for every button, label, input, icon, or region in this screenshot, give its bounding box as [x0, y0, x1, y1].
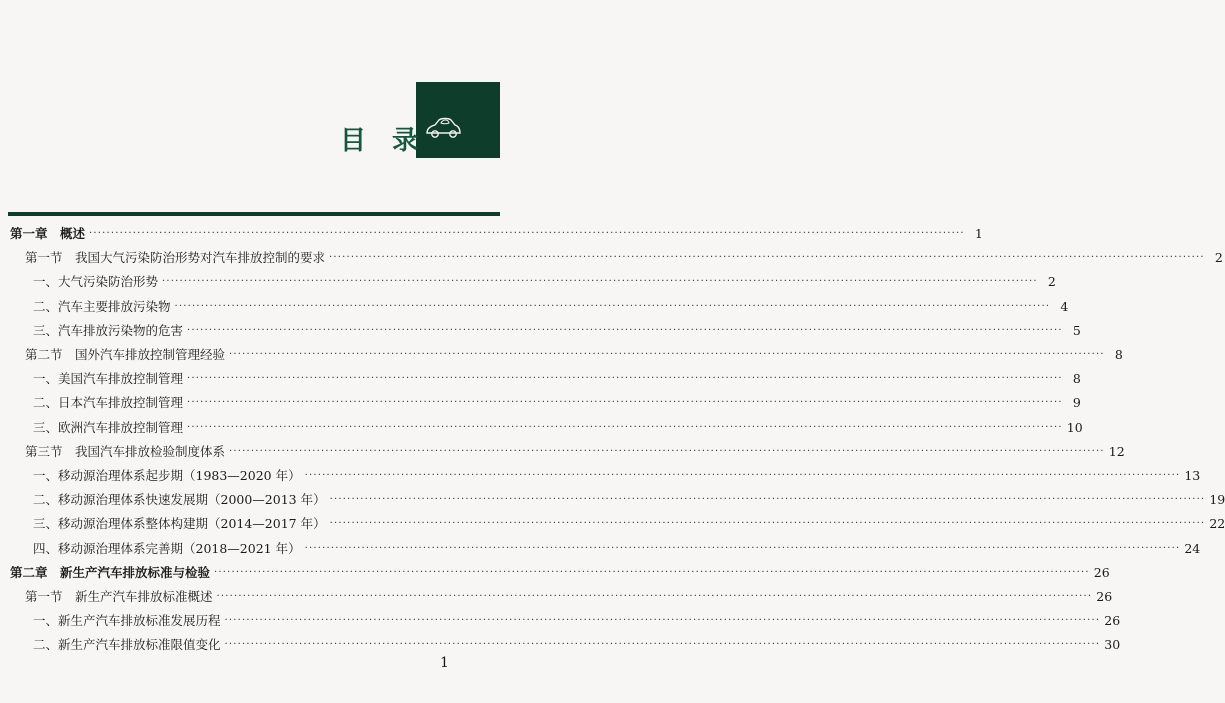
toc-entry-label: 第三节 我国汽车排放检验制度体系 — [25, 443, 226, 459]
page-number: 1 — [440, 655, 449, 671]
toc-entry-page: 10 — [1066, 419, 1083, 435]
toc-entry-page: 2 — [1047, 274, 1056, 290]
toc-entry-page: 30 — [1104, 637, 1121, 653]
toc-entry-page: 22 — [1209, 516, 1225, 532]
toc-entry-page: 24 — [1184, 540, 1201, 556]
toc-entry-page: 19 — [1209, 492, 1225, 508]
dot-leader: ········································································································································································································ — [216, 591, 1093, 602]
toc-entry-label: 三、欧洲汽车排放控制管理 — [33, 419, 184, 435]
toc-entry-label: 第一节 新生产汽车排放标准概述 — [25, 589, 213, 604]
dot-leader: ········································································································································································································ — [329, 518, 1206, 530]
toc-item-row[interactable] — [33, 635, 1121, 655]
toc-entry-label: 二、汽车主要排放污染物 — [33, 298, 171, 314]
dot-leader: ········································································································································································································ — [187, 397, 1063, 409]
title-char-mu: 目 — [340, 125, 367, 156]
dot-leader: ········································································································································································································ — [89, 228, 965, 239]
toc-entry-page: 12 — [1108, 443, 1125, 459]
toc-item-row[interactable] — [33, 393, 1081, 413]
toc-entry-page: 26 — [1104, 613, 1121, 629]
toc-item-row[interactable] — [33, 490, 1225, 510]
toc-entry-page: 26 — [1093, 564, 1110, 580]
toc-section-row[interactable] — [25, 345, 1123, 365]
toc-item-row[interactable] — [33, 514, 1225, 534]
toc-entry-label: 二、新生产汽车排放标准限值变化 — [33, 637, 221, 653]
toc-item-row[interactable] — [33, 272, 1056, 292]
dot-leader: ········································································································································································································ — [187, 324, 1063, 336]
toc-item-row[interactable] — [33, 466, 1201, 486]
dot-leader: ········································································································································································································ — [187, 373, 1063, 385]
toc-entry-page: 4 — [1060, 298, 1069, 314]
toc-entry-label: 二、日本汽车排放控制管理 — [33, 395, 184, 411]
toc-entry-label: 四、移动源治理体系完善期（2018—2021 年） — [33, 540, 301, 556]
toc-entry-label: 一、美国汽车排放控制管理 — [33, 371, 184, 387]
title-char-lu: 录 — [392, 125, 419, 156]
toc-entry-page: 1 — [974, 226, 983, 241]
toc-item-row[interactable] — [33, 539, 1201, 559]
toc-item-row[interactable] — [33, 321, 1081, 341]
toc-item-row[interactable] — [33, 369, 1081, 389]
toc-section-row[interactable] — [25, 442, 1125, 462]
toc-entry-label: 三、汽车排放污染物的危害 — [33, 322, 184, 338]
dot-leader: ········································································································································································································ — [214, 566, 1090, 578]
dot-leader: ········································································································································································································ — [224, 615, 1101, 627]
toc-chapter-row[interactable] — [10, 224, 983, 244]
toc-entry-label: 第一章 概述 — [10, 226, 86, 241]
toc-section-row[interactable] — [25, 587, 1113, 607]
toc-entry-page: 9 — [1072, 395, 1081, 411]
dot-leader: ········································································································································································································ — [329, 252, 1205, 264]
toc-entry-label: 一、大气污染防治形势 — [33, 274, 159, 290]
dot-leader: ········································································································································································································ — [162, 276, 1038, 288]
toc-item-row[interactable] — [33, 418, 1083, 438]
toc-entry-page: 13 — [1184, 468, 1201, 483]
toc-entry-page: 8 — [1072, 371, 1081, 387]
toc-entry-label: 一、新生产汽车排放标准发展历程 — [33, 613, 221, 629]
dot-leader: ········································································································································································································ — [187, 421, 1063, 433]
header-rule — [8, 212, 500, 216]
dot-leader: ········································································································································································································ — [329, 494, 1206, 506]
dot-leader: ········································································································································································································ — [304, 542, 1181, 554]
toc-entry-label: 一、移动源治理体系起步期（1983—2020 年） — [33, 468, 301, 483]
toc-entry-label: 第二章 新生产汽车排放标准与检验 — [10, 564, 211, 580]
page-title — [340, 118, 418, 158]
toc-entry-label: 第一节 我国大气污染防治形势对汽车排放控制的要求 — [25, 250, 326, 266]
dot-leader: ········································································································································································································ — [224, 639, 1101, 651]
toc-entry-label: 第二节 国外汽车排放控制管理经验 — [25, 347, 226, 362]
dot-leader: ········································································································································································································ — [304, 470, 1181, 481]
car-leaf-icon — [423, 113, 463, 141]
dot-leader: ········································································································································································································ — [229, 445, 1105, 457]
toc-entry-page: 26 — [1096, 589, 1113, 604]
toc-entry-label: 三、移动源治理体系整体构建期（2014—2017 年） — [33, 516, 326, 532]
toc-item-row[interactable] — [33, 611, 1121, 631]
toc-chapter-row[interactable] — [10, 563, 1110, 583]
toc-entry-page: 2 — [1214, 250, 1223, 266]
toc-section-row[interactable] — [25, 248, 1223, 268]
toc-entry-page: 5 — [1072, 322, 1081, 338]
dot-leader: ········································································································································································································ — [229, 349, 1105, 360]
toc-entry-page: 8 — [1114, 347, 1123, 362]
dot-leader: ········································································································································································································ — [174, 300, 1051, 312]
toc-entry-label: 二、移动源治理体系快速发展期（2000—2013 年） — [33, 492, 326, 508]
toc-item-row[interactable] — [33, 297, 1069, 317]
